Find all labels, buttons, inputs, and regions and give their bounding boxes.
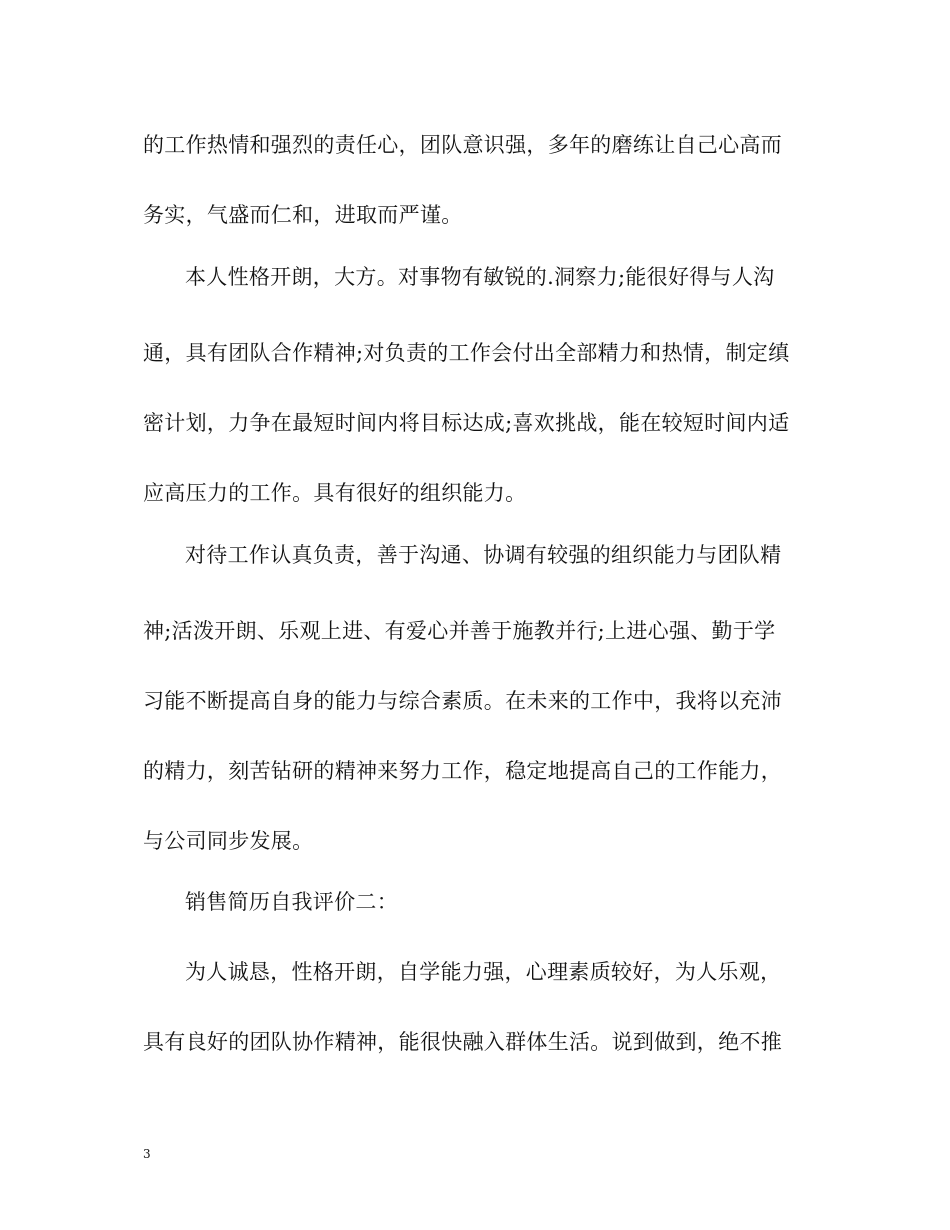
section-heading: 销售简历自我评价二：: [185, 890, 398, 914]
text-line: 神;活泼开朗、乐观上进、有爱心并善于施教并行;上进心强、勤于学: [143, 619, 776, 643]
text-line: 务实，气盛而仁和，进取而严谨。: [143, 203, 463, 227]
text-line: 密计划，力争在最短时间内将目标达成;喜欢挑战，能在较短时间内适: [143, 411, 790, 435]
text-line: 本人性格开朗，大方。对事物有敏锐的.洞察力;能很好得与人沟: [185, 265, 775, 289]
text-line: 的工作热情和强烈的责任心，团队意识强，多年的磨练让自己心高而: [143, 133, 782, 157]
page-number: 3: [143, 1147, 151, 1161]
text-line: 的精力，刻苦钻研的精神来努力工作，稳定地提高自己的工作能力，: [143, 759, 782, 783]
text-line: 对待工作认真负责，善于沟通、协调有较强的组织能力与团队精: [185, 543, 782, 567]
text-line: 通，具有团队合作精神;对负责的工作会付出全部精力和热情，制定缜: [143, 341, 790, 365]
text-line: 具有良好的团队协作精神，能很快融入群体生活。说到做到，绝不推: [143, 1030, 782, 1054]
text-line: 与公司同步发展。: [143, 829, 314, 853]
text-line: 应高压力的工作。具有很好的组织能力。: [143, 481, 527, 505]
text-line: 为人诚恳，性格开朗，自学能力强，心理素质较好，为人乐观，: [185, 960, 782, 984]
text-line: 习能不断提高自身的能力与综合素质。在未来的工作中，我将以充沛: [143, 689, 782, 713]
